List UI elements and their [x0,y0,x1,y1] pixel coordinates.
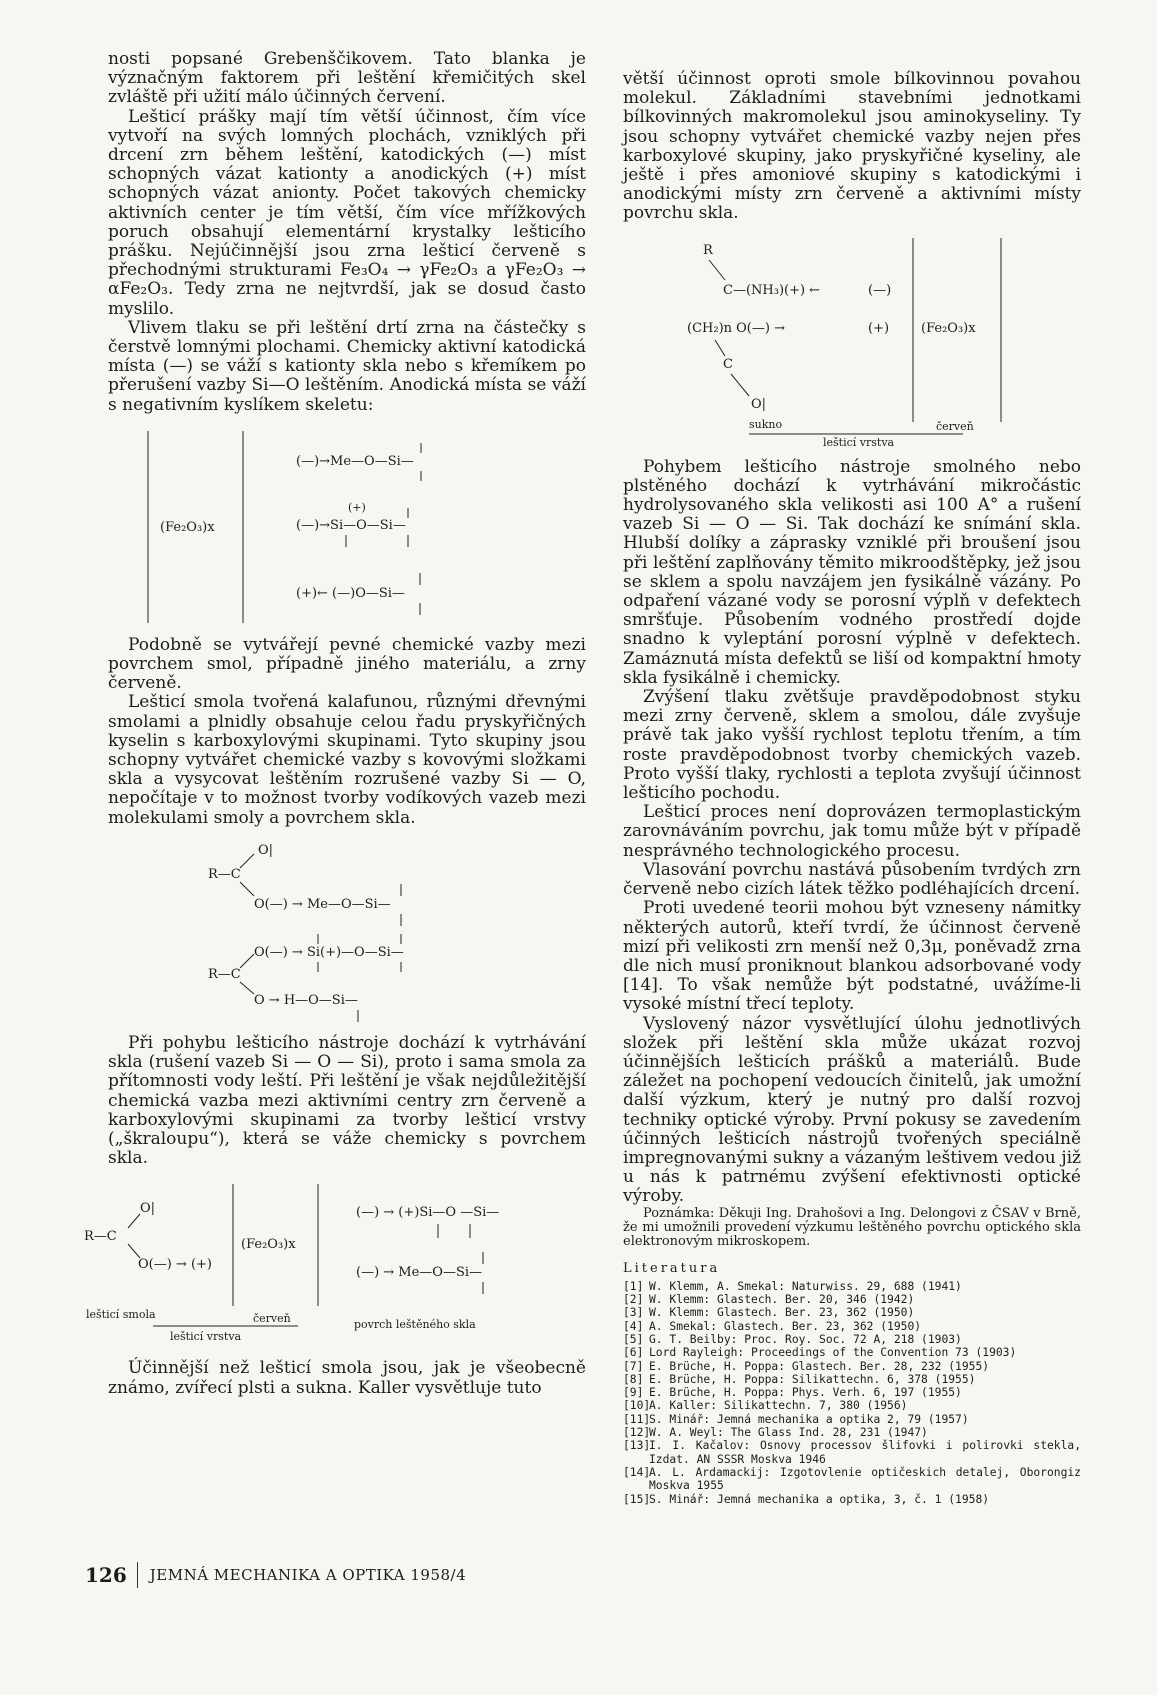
formula-fragment: O| [751,396,767,412]
formula-charge: (+) [348,500,366,514]
reference-item: [11] S. Minář: Jemná mechanika a optika 2, 79 (1957) [623,1412,969,1426]
formula-row: (—)→Si—O—Si— [296,517,406,533]
page-number: 126 [85,1563,127,1587]
reference-item: [13] I. I. Kačalov: Osnovy processov šlifovki i polirovki stekla, Izdat. AN SSSR Moskva 1946 [623,1439,1081,1466]
reference-item: [4] A. Smekal: Glastech. Ber. 23, 362 (1950) [623,1319,922,1333]
acknowledgement-note: Poznámka: Děkuji Ing. Drahošovi a Ing. Delongovi z ČSAV v Brně, že mi umožnili provedení výzkumu leštěného povrchu optického skla elektronovým mikroskopem. [623,1205,1081,1249]
paragraph: Vlivem tlaku se při leštění drtí zrna na částečky s čerstvě lomnými plochami. Chemicky aktivní katodická místa (—) se váží s kationty skla nebo s křemíkem po přerušení vazby Si—O leštěním. Anodická místa se váží s negativním kyslíkem skeletu: [108,317,586,415]
formula-carboxyl-bonds [108,836,586,1026]
paragraph: Proti uvedené teorii mohou být vzneseny námitky některých autorů, kteří tvrdí, že účinnost červeně mizí při velikosti zrn menší než 0,3μ, poněvadž zrna dle nich musí proniknout blankou adsorbované vody [14]. To však nemůže být podstatné, uvážíme-li vysoké místní třecí teploty. [623,898,1081,1015]
formula-row: (CH₂)n O(—) → [687,320,785,336]
reference-item: [10] A. Kaller: Silikattechn. 7, 380 (1956) [623,1399,908,1413]
paragraph: Zvýšení tlaku zvětšuje pravděpodobnost styku mezi zrny červeně, sklem a smolou, dále zvyšuje právě tak jako vyšší rychlost teplotu třením, a tím roste pravděpodobnost tvorby chemických vazeb. Proto vyšší tlaky, rychlosti a teplota zvyšují účinnost lešticího pochodu. [623,687,1081,804]
left-column [84,49,586,1398]
formula-row: (+)← (—)O—Si— [296,585,405,601]
formula-row: (—)→Me—O—Si— [296,453,414,469]
formula-fragment: R—C [84,1229,117,1245]
formula-row: C—(NH₃)(+) ← [723,282,821,298]
reference-item: [14] A. L. Ardamackij: Izgotovlenie optičeskich detalej, Oborongiz Moskva 1955 [623,1465,1081,1493]
paragraph: Lešticí proces není doprovázen termoplastickým zarovnáváním povrchu, jak tomu může být v případě nesprávného technologického procesu. [623,802,1081,861]
paragraph: Při pohybu lešticího nástroje dochází k vytrhávání skla (rušení vazeb Si — O — Si), proto i sama smola za přítomnosti vody leští. Při leštění je však nejdůležitější chemická vazba mezi aktivními centry zrn červeně a karboxylovými skupinami za tvorby lešticí vrstvy („škraloupu“), která se váže chemicky s povrchem skla. [108,1032,586,1169]
reference-item: [5] G. T. Beilby: Proc. Roy. Soc. 72 A, 218 (1903) [623,1332,962,1346]
formula-fe2o3-bonds [108,423,586,628]
formula-label: (Fe₂O₃)x [241,1237,296,1253]
diagram-label: červeň [936,419,974,433]
paragraph: Pohybem lešticího nástroje smolného nebo plstěného dochází k vytrhávání mikročástic hydrolysovaného skla velikosti asi 100 A° a rušení vazeb Si — O — Si. Tak dochází ke snímání skla. Hlubší dolíky a zápraskу vzniklé při broušení jsou při leštění zaplňovány těmito mikroodštěpky, jež jsou se sklem a spolu navzájem jen fysikálně vázány. Po odpaření vázané vody se porosní výplň v defektech smršťuje. Působením vodného prostředí dojde snadno k vyleptání porosní výplně v defektech. Zamáznutá místa defektů se liší od kompaktní hmoty skla fysikálně i chemicky. [623,456,1081,688]
formula-fragment: C [723,356,733,372]
paragraph: větší účinnost oproti smole bílkovinnou povahou molekul. Základními stavebními jednotkami bílkovinných makromolekul jsou aminokyseliny. Ty jsou schopny vytvářet chemické vazby nejen přes karboxylové skupiny, jako pryskyřičné kyseliny, ale ještě i přes amoniové skupiny s katodickými i anodickými místy zrn červeně a aktivními místy povrchu skla. [623,69,1081,224]
reference-item: [6] Lord Rayleigh: Proceedings of the Convention 73 (1903) [623,1346,1017,1360]
formula-row: (—) → Me—O—Si— [356,1265,483,1281]
diagram-label: lešticí smola [86,1308,156,1322]
paragraph: Vlasování povrchu nastává působením tvrdých zrn červeně nebo cizích látek těžko podléhajících drcení. [623,859,1081,900]
paragraph: nosti popsané Grebenščikovem. Tato blanka je význačným faktorem při leštění křemičitých skel zvláště při užití málo účinných červení. [108,49,586,108]
journal-title: JEMNÁ MECHANIKA A OPTIKA 1958/4 [149,1566,467,1584]
formula-fragment: R—C [208,866,241,882]
formula-fragment: O| [258,842,274,858]
diagram-label: lešticí vrstva [823,435,895,449]
page-footer [85,1562,466,1588]
reference-item: [9] E. Brüche, H. Poppa: Phys. Verh. 6, 197 (1955) [623,1386,962,1400]
footer-divider [137,1562,138,1588]
reference-item: [8] E. Brüche, H. Poppa: Silikattechn. 6, 378 (1955) [623,1372,976,1386]
reference-item: [1] W. Klemm, A. Smekal: Naturwiss. 29, 688 (1941) [623,1279,962,1293]
paragraph: Podobně se vytvářejí pevné chemické vazby mezi povrchem smol, případně jiného materiálu, a zrny červeně. [108,634,586,694]
formula-fragment: (—) [868,282,892,298]
reference-item: [2] W. Klemm: Glastech. Ber. 20, 346 (1942) [623,1293,915,1307]
paragraph: Lešticí smola tvořená kalafunou, různými dřevnými smolami a plnidly obsahuje celou řadu pryskyřičných kyselin s karboxylovými skupinami. Tyto skupiny jsou schopny vytvářet chemické vazby s kovovými složkami skla a vysycovat leštěním rozrušené vazby Si — O, nepočítaje v to možnost tvorby vodíkových vazeb mezi molekulami smoly a povrchem skla. [108,692,586,828]
formula-fragment: R—C [208,966,241,982]
reference-item: [12] W. A. Weyl: The Glass Ind. 28, 231 (1947) [623,1426,928,1440]
right-column [623,70,1081,1506]
diagram-label: červeň [253,1312,291,1326]
literature-heading: Literatura [623,1260,721,1276]
formula-fragment: O(—) → (+) [138,1257,212,1273]
formula-polishing-layer [84,1176,586,1351]
formula-row: O(—) → Si(+)—O—Si— [254,944,404,960]
formula-fragment: O| [140,1201,156,1217]
reference-item: [15] S. Minář: Jemná mechanika a optika, 3, č. 1 (1958) [623,1492,990,1506]
diagram-label: lešticí vrstva [170,1330,242,1344]
formula-amino-bonds [623,232,1081,450]
reference-item: [7] E. Brüche, H. Poppa: Glastech. Ber. 28, 232 (1955) [623,1359,990,1373]
formula-fragment: (+) [868,320,890,336]
formula-label: (Fe₂O₃)x [160,519,215,535]
paragraph: Vyslovený názor vysvětlující úlohu jednotlivých složek při leštění skla může ukázat rozvoj účinnějších lešticích prášků a materiálů. Bude záležet na pochopení vedoucích činitelů, jak umožní další výzkum, který je nutný pro další rozvoj techniky optické výroby. První pokusy se zavedením účinných lešticích nástrojů tvořených speciálně impregnovanými sukny a vázaným leštivem vedou již u nás k patrnému zvýšení efektivnosti optické výroby. [623,1013,1081,1207]
diagram-label: povrch leštěného skla [354,1318,476,1332]
reference-list [623,1280,1081,1506]
formula-row: (—) → (+)Si—O —Si— [356,1205,500,1221]
formula-row: O → H—O—Si— [254,992,358,1008]
diagram-label: sukno [749,417,783,431]
reference-item: [3] W. Klemm: Glastech. Ber. 23, 362 (1950) [623,1306,915,1320]
formula-fragment: R [703,242,713,258]
formula-row: O(—) → Me—O—Si— [254,896,391,912]
formula-label: (Fe₂O₃)x [921,320,976,336]
paragraph: Lešticí prášky mají tím větší účinnost, čím více vytvoří na svých lomných plochách, vzniklých při drcení zrn během leštění, katodických (—) míst schopných vázat kationty a anodických (+) míst schopných vázat anionty. Počet takových chemicky aktivních center je tím větší, čím více mřížkových poruch obsahují elementární krystalky lešticího prášku. Nejúčinnější jsou zrna lešticí červeně s přechodnými strukturami Fe₃O₄ → γFe₂O₃ a γFe₂O₃ → αFe₂O₃. Tedy zrna ne nejtvrdší, jak se dosud často myslilo. [108,106,586,319]
paragraph: Účinnější než lešticí smola jsou, jak je všeobecně známo, zvířecí plsti a sukna. Kaller vysvětluje tuto [108,1358,586,1398]
